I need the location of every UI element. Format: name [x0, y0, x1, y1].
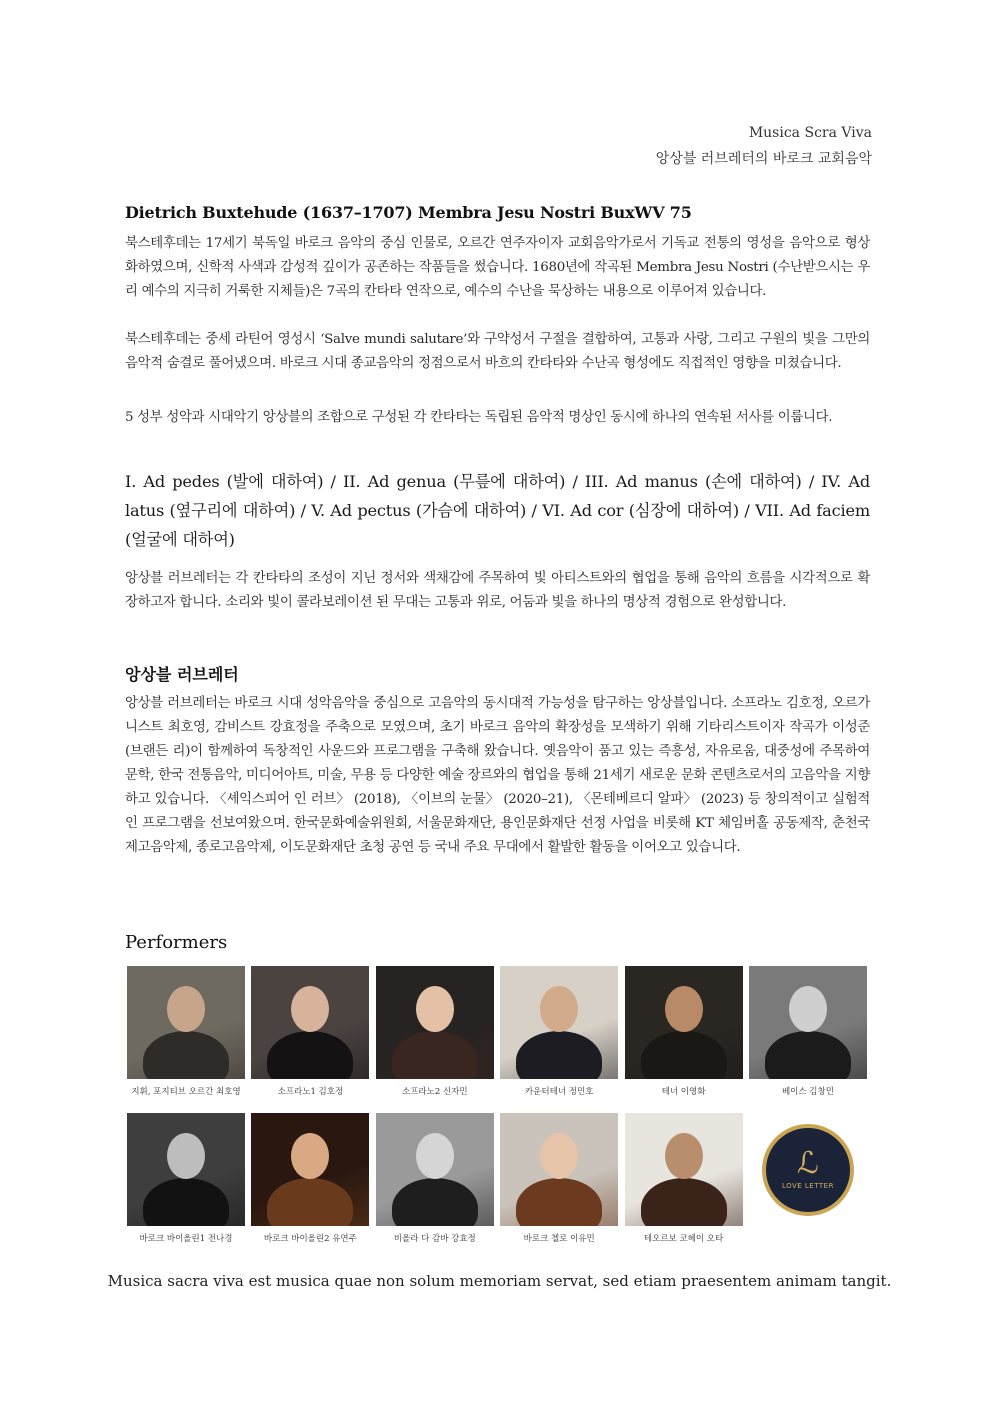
performer-head-shape [540, 986, 578, 1032]
performer-card [127, 1113, 245, 1246]
performer-caption: 소프라노1 김호정 [277, 1087, 344, 1097]
performer-head-shape [291, 986, 329, 1032]
performer-head-shape [665, 986, 703, 1032]
performer-photo [625, 966, 743, 1079]
performer-card [251, 966, 369, 1099]
intro-paragraph-1: 북스테후데는 17세기 북독일 바로크 음악의 중심 인물로, 오르간 연주자이자 교회음악가로서 기독교 전통의 영성을 음악으로 형상화하였으며, 신학적 사색과 감성적 깊이가 공존하는 작품들을 썼습니다. 1680년에 작곡된 Membra Jesu Nostri (수난받으시는 우리 예수의 지극히 거룩한 지체들)은 7곡의 칸타타 연작으로, 예수의 수난을 묵상하는 내용으로 이루어져 있습니다. [125, 236, 870, 299]
performer-head-shape [291, 1133, 329, 1179]
performer-photo [749, 966, 867, 1079]
performer-body-shape [143, 1178, 229, 1226]
performer-body-shape [516, 1178, 602, 1226]
performer-card [376, 966, 494, 1099]
performer-caption: 베이스 김창민 [781, 1087, 834, 1097]
closing-quote: Musica sacra viva est musica quae non solum memoriam servat, sed etiam praesentem animam tangit. [107, 1272, 892, 1290]
performer-photo [500, 1113, 618, 1226]
performer-body-shape [765, 1031, 851, 1079]
performer-body-shape [641, 1031, 727, 1079]
performer-body-shape [392, 1178, 478, 1226]
performer-card [749, 966, 867, 1099]
performer-caption: 바로크 바이올린1 전나경 [139, 1234, 233, 1244]
performer-photo [127, 966, 245, 1079]
performer-photo [251, 966, 369, 1079]
performer-caption: 소프라노2 신자민 [401, 1087, 468, 1097]
performer-body-shape [392, 1031, 478, 1079]
performer-head-shape [167, 1133, 205, 1179]
performer-body-shape [516, 1031, 602, 1079]
performer-card [500, 966, 618, 1099]
performer-photo [625, 1113, 743, 1226]
concept-paragraph: 앙상블 러브레터는 각 칸타타의 조성이 지닌 정서와 색채감에 주목하여 빛 아티스트와의 협업을 통해 음악의 흐름을 시각적으로 확장하고자 합니다. 소리와 빛이 콜라보레이션 된 무대는 고통과 위로, 어둠과 빛을 하나의 명상적 경험으로 완성합니다. [125, 571, 870, 610]
performer-caption: 카운터테너 정민호 [524, 1087, 594, 1097]
performer-card [625, 1113, 743, 1246]
work-title: Dietrich Buxtehude (1637–1707) Membra Jesu Nostri BuxWV 75 [125, 203, 692, 222]
ensemble-paragraph: 앙상블 러브레터는 바로크 시대 성악음악을 중심으로 고음악의 동시대적 가능성을 탐구하는 앙상블입니다. 소프라노 김호정, 오르가니스트 최호영, 감비스트 강효정을 주축으로 모였으며, 초기 바로크 음악의 확장성을 모색하기 위해 기타리스트이자 작곡가 이성준(브랜든 리)이 함께하여 독창적인 사운드와 프로그램을 구축해 왔습니다. 옛음악이 품고 있는 즉흥성, 자유로움, 대중성에 주목하여 문학, 한국 전통음악, 미디어아트, 미술, 무용 등 다양한 예술 장르와의 협업을 통해 21세기 새로운 문화 콘텐츠로서의 고음악을 지향하고 있습니다. 〈셰익스피어 인 러브〉 (2018), 〈이브의 눈물〉 (2020–21), 〈몬테베르디 알파〉 (2023) 등 창의적이고 실험적인 프로그램을 선보여왔으며. 한국문화예술위원회, 서울문화재단, 용인문화재단 선정 사업을 비롯해 KT 체임버홀 공동제작, 춘천국제고음악제, 종로고음악제, 이도문화재단 초청 공연 등 국내 주요 무대에서 활발한 활동을 이어오고 있습니다. [125, 696, 870, 855]
performer-photo [376, 966, 494, 1079]
performer-head-shape [167, 986, 205, 1032]
logo-emblem-icon: ℒ [797, 1146, 819, 1181]
performer-head-shape [665, 1133, 703, 1179]
ensemble-title: 앙상블 러브레터 [125, 665, 239, 684]
performer-body-shape [267, 1031, 353, 1079]
performer-head-shape [416, 1133, 454, 1179]
performer-head-shape [789, 986, 827, 1032]
performer-caption: 테오르보 코헤이 오타 [643, 1234, 724, 1244]
performer-card [625, 966, 743, 1099]
ensemble-logo-wrap [749, 1113, 867, 1226]
performers-row-2 [127, 1113, 867, 1246]
intro-paragraph-2: 북스테후데는 중세 라틴어 영성시 ‘Salve mundi salutare’와 구약성서 구절을 결합하여, 고통과 사랑, 그리고 구원의 빛을 그만의 음악적 숨결로 풀어냈으며. 바로크 시대 종교음악의 정점으로서 바흐의 칸타타와 수난곡 형성에도 직접적인 영향을 미쳤습니다. [125, 332, 870, 371]
performer-head-shape [540, 1133, 578, 1179]
ensemble-logo [762, 1124, 854, 1216]
performer-caption: 비올라 다 감바 강효정 [393, 1234, 476, 1244]
ensemble-logo-card [749, 1113, 867, 1246]
header-series-title: Musica Scra Viva [748, 125, 872, 141]
performer-photo [376, 1113, 494, 1226]
performers-row-1 [127, 966, 867, 1099]
performer-body-shape [641, 1178, 727, 1226]
performer-head-shape [416, 986, 454, 1032]
intro-paragraph-3: 5 성부 성악과 시대악기 앙상블의 조합으로 구성된 각 칸타타는 독립된 음악적 명상인 동시에 하나의 연속된 서사를 이룹니다. [125, 410, 833, 425]
performer-photo [251, 1113, 369, 1226]
movements-list: I. Ad pedes (발에 대하여) / II. Ad genua (무릎에 대하여) / III. Ad manus (손에 대하여) / IV. Ad latus (옆구리에 대하여) / V. Ad pectus (가슴에 대하여) / VI. Ad cor (심장에 대하여) / VII. Ad faciem (얼굴에 대하여) [125, 472, 870, 549]
performer-photo [127, 1113, 245, 1226]
performer-body-shape [267, 1178, 353, 1226]
performer-caption: 테너 이영화 [661, 1087, 706, 1097]
performers-grid [127, 966, 867, 1246]
performer-card [376, 1113, 494, 1246]
header-program-title: 앙상블 러브레터의 바로크 교회음악 [655, 151, 872, 167]
performer-card [127, 966, 245, 1099]
performer-caption: 지휘, 포지티브 오르간 최호영 [131, 1087, 241, 1097]
performers-title: Performers [125, 932, 228, 953]
logo-caption-spacer [749, 1232, 867, 1246]
performer-card [500, 1113, 618, 1246]
logo-text: LOVE LETTER [781, 1182, 834, 1190]
performer-body-shape [143, 1031, 229, 1079]
performer-photo [500, 966, 618, 1079]
performer-card [251, 1113, 369, 1246]
performer-caption: 바로크 바이올린2 유연주 [263, 1234, 357, 1244]
page-header [656, 120, 872, 172]
performer-caption: 바로크 첼로 이유민 [523, 1234, 595, 1244]
